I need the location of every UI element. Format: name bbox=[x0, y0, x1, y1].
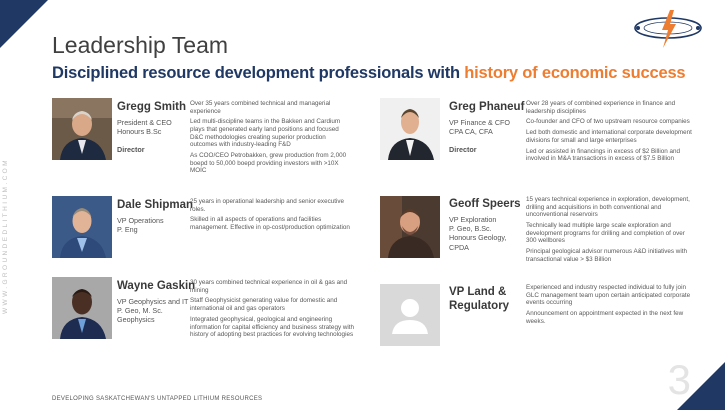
bio-line: Led or assisted in financings in excess of $2 Billion and involved in M&A transactions in excess of $7.5 Billion bbox=[526, 147, 681, 163]
person-bio bbox=[526, 196, 694, 267]
person-name: Wayne Gaskin bbox=[117, 280, 196, 292]
bio-line: Led multi-discipline teams in the Bakken and Cardium plays that generated early land positions and focused D&C methodologies creating superior production outcomes with industry-leading F&D bbox=[190, 118, 341, 149]
person-name: Gregg Smith bbox=[117, 101, 187, 113]
person-name: Dale Shipman bbox=[117, 199, 194, 211]
bio-line: Integrated geophysical, geological and engineering information for capital efficiency and business strategy with history of adopting best practices for evolving technologies bbox=[190, 315, 355, 339]
bio-line: Announcement on appointment expected in the next few weeks. bbox=[526, 310, 684, 325]
company-logo bbox=[632, 8, 704, 52]
bio-line: Technically lead multiple large scale exploration and development programs for drilling and completion of over 300 wellbores bbox=[526, 222, 685, 245]
bio-line: 30 years combined technical experience in oil & gas and mining bbox=[190, 279, 348, 294]
bio-line: Skilled in all aspects of operations and facilities management. Effective in op-cost/production optimization bbox=[190, 216, 350, 232]
person-bio bbox=[526, 284, 694, 329]
page-subtitle bbox=[52, 64, 685, 83]
subtitle-highlight: history of economic success bbox=[464, 64, 686, 82]
person-role: VP Operations P. Eng bbox=[117, 216, 164, 235]
page-title: Leadership Team bbox=[52, 32, 229, 58]
bio-line: 25 years in operational leadership and senior executive roles. bbox=[190, 198, 345, 213]
corner-accent-top-left bbox=[0, 0, 48, 48]
bio-line: Principal geological advisor numerous A&D initiatives with transactional value > $3 Billion bbox=[526, 248, 687, 263]
person-name: Geoff Speers bbox=[449, 198, 521, 210]
person-bio bbox=[190, 279, 358, 342]
bio-line: As COO/CEO Petrobakken, grew production from 2,000 boepd to 50,000 boepd providing investors with >10X MOIC bbox=[190, 152, 347, 175]
person-name: Greg Phaneuf bbox=[449, 101, 525, 113]
bio-line: Over 35 years combined technical and managerial experience bbox=[190, 100, 331, 115]
person-bio bbox=[526, 100, 694, 166]
bio-line: Co-founder and CFO of two upstream resource companies bbox=[526, 118, 690, 126]
person-role: President & CEO Honours B.Sc bbox=[117, 118, 172, 137]
footer-tagline: DEVELOPING SASKATCHEWAN'S UNTAPPED LITHIUM RESOURCES bbox=[52, 396, 263, 402]
person-role: VP Finance & CFO CPA CA, CFA bbox=[449, 118, 510, 137]
person-role: VP Geophysics and IT P. Geo, M. Sc. Geophysics bbox=[117, 297, 189, 325]
avatar-placeholder bbox=[380, 284, 440, 346]
person-role: VP Exploration P. Geo, B.Sc. Honours Geology, CPDA bbox=[449, 215, 507, 252]
person-silhouette-icon bbox=[380, 284, 440, 346]
subtitle-main: Disciplined resource development professionals with bbox=[52, 64, 465, 82]
photo-greg-phaneuf bbox=[380, 98, 440, 160]
page-number: 3 bbox=[667, 356, 691, 403]
photo-dale-shipman bbox=[52, 196, 112, 258]
person-name: VP Land & Regulatory bbox=[449, 286, 510, 312]
photo-geoff-speers bbox=[380, 196, 440, 258]
person-bio bbox=[190, 198, 350, 235]
photo-gregg-smith bbox=[52, 98, 112, 160]
bio-line: Staff Geophysicist generating value for domestic and international oil and gas operators bbox=[190, 297, 338, 313]
person-bio bbox=[190, 100, 350, 178]
photo-wayne-gaskin bbox=[52, 277, 112, 339]
person-director-tag: Director bbox=[117, 145, 145, 154]
person-director-tag: Director bbox=[449, 145, 477, 154]
website-side-text: WWW.GROUNDEDLITHIUM.COM bbox=[2, 158, 9, 314]
bio-line: 15 years technical experience in exploration, development, drilling and acquisitions in both conventional and unconventional reservoirs bbox=[526, 196, 690, 219]
bio-line: Led both domestic and international corporate development divisions for small and large enterprises bbox=[526, 129, 692, 144]
bio-line: Over 28 years of combined experience in finance and leadership disciplines bbox=[526, 100, 676, 115]
bio-line: Experienced and industry respected individual to fully join GLC management team upon certain anticipated corporate events occurring bbox=[526, 284, 691, 307]
